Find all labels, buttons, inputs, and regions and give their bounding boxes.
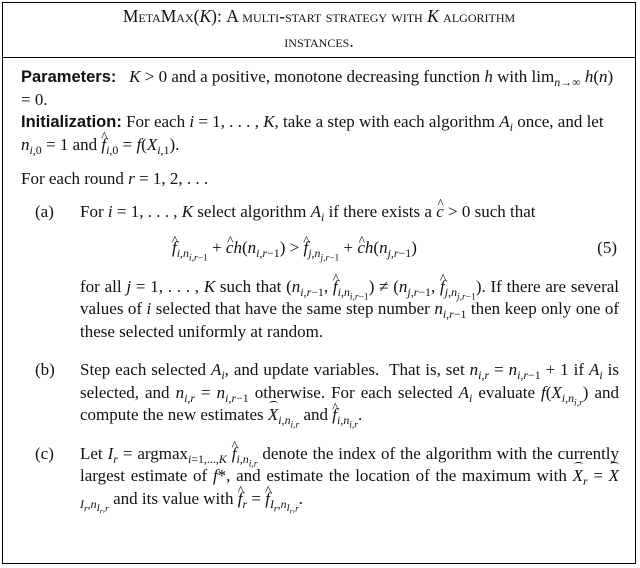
parameters-label: Parameters:: [21, 68, 117, 86]
parameters-line: Parameters: K > 0 and a positive, monotone decreasing function h with $\lim_{n\to\infty} h(n) = 0$.: [21, 67, 614, 109]
algorithm-body: [21, 66, 620, 516]
step-c-label: (c): [35, 443, 54, 463]
step-c-text: Let $I_r = argmax_{i=1,...,K}$ f $\^{}_{i,n_{i,r}}$ denote the index of the algorithm with the currently largest estimate of f*, and estimate the location of the maximum with $X_r = X_{I_r,n_{I_r,r}}$ and its value with f $\^{}_r = f$ $\^{}_{I_r,n_{I_r,r}}$.: [80, 443, 619, 512]
equation-5: [80, 237, 619, 264]
algorithm-title: [10, 4, 628, 54]
step-c: [21, 443, 620, 516]
step-b-text: Step each selected $A_i$, and update variables. That is, set $n_{i,r} = n_{i,r-1} + 1$ if $A_i$ is selected, and $n_{i,r} = n_{i,r-1}$ otherwise. For each selected $A_i$ evaluate $f(X_{i,n_{i,r}})$ and compute the new estimates $X_{i,n_{i,r}}$ and f $\^{}_{i,n_{i,r}}$.: [80, 359, 619, 427]
step-b: [21, 359, 619, 431]
title-rest: A multi-start strategy with K algorithm instances.: [226, 6, 516, 51]
title-arg: (K):: [193, 6, 227, 26]
initialization-line: Initialization: For each i = 1, . . . , K, take a step with each algorithm $A_i$ once, and let $n_{i,0} = 1$ and f $\^{}_{i,0} = f(X_{i,1})$.: [21, 111, 619, 156]
round-intro: For each round r = 1, 2, . . .: [21, 169, 209, 188]
step-a: [21, 201, 619, 344]
step-a-text: For i = 1, . . . , K select algorithm $A_i$ if there exists a c ^ > 0 such that f $\^{}_{i,n_{i,r-1}} + c$ $\^{}h(n_{i,r-1}) > f$ $\^{}_{j,n_{j,r-1}} + c$ $\^{}h(n_{j,r-1})$ (5) for all j = 1, . . . , K such that ($n_{i,r-1}$, f $\^{}_{i,n_{i,r-1}}) \ne (n_{j,r-1}$, f $\^{}_{j,n_{j,r-1}}$). If there are several values of i selected that have the same step number $n_{i,r-1}$ then keep only one of these selected uniformly at random.: [80, 201, 619, 344]
equation-body: f $\^{}_{i,n_{i,r-1}} + c$ $\^{}h(n_{i,r-1}) > f$ $\^{}_{j,n_{j,r-1}} + c$ $\^{}h(n_{j,r-1})$: [172, 237, 417, 260]
step-a-label: (a): [35, 201, 54, 221]
equation-number: (5): [597, 238, 617, 257]
step-b-label: (b): [35, 360, 55, 379]
initialization-label: Initialization:: [21, 113, 122, 131]
title-divider: [2, 57, 636, 58]
title-name: MetaMax: [122, 6, 194, 26]
